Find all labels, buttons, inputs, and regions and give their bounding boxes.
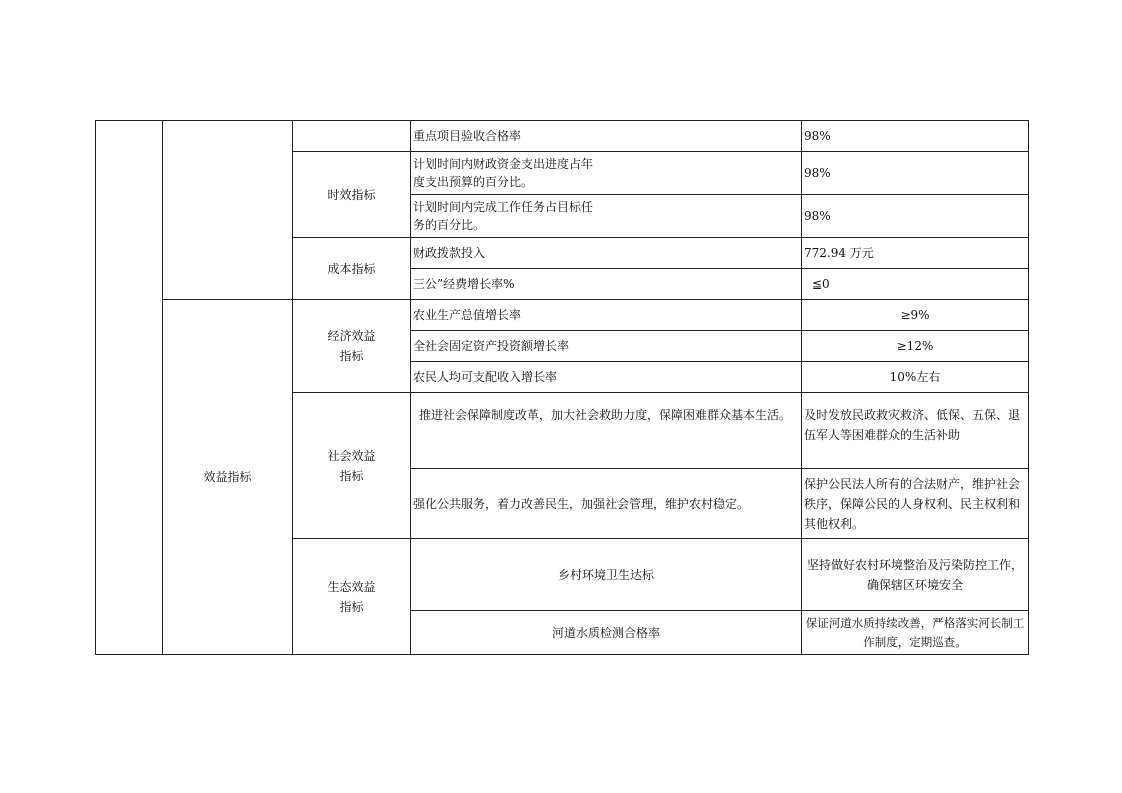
level2-social: 社会效益 指标: [293, 393, 411, 539]
value-cell: 98%: [802, 121, 1029, 152]
value-cell: 及时发放民政救灾救济、低保、五保、退伍军人等困难群众的生活补助: [802, 393, 1029, 469]
table-row: [96, 300, 1029, 331]
indicator-cell: 河道水质检测合格率: [411, 611, 802, 655]
value-cell: 保证河道水质持续改善，严格落实河长制工作制度，定期巡查。: [802, 611, 1029, 655]
level1-effect: 效益指标: [163, 300, 293, 655]
value-cell: 772.94 万元: [802, 238, 1029, 269]
value-cell: 98%: [802, 152, 1029, 195]
level2-ecological: 生态效益 指标: [293, 539, 411, 655]
indicator-cell: 计划时间内完成工作任务占目标任 务的百分比。: [411, 195, 802, 238]
table-row: [96, 121, 1029, 152]
level2-cell-blank: [293, 121, 411, 152]
indicator-cell: 重点项目验收合格率: [411, 121, 802, 152]
indicator-cell: 计划时间内财政资金支出进度占年 度支出预算的百分比。: [411, 152, 802, 195]
level1-cell-blank: [163, 121, 293, 300]
value-cell: 98%: [802, 195, 1029, 238]
level2-timeliness: 时效指标: [293, 152, 411, 238]
indicator-cell: 全社会固定资产投资额增长率: [411, 331, 802, 362]
value-cell: 坚持做好农村环境整治及污染防控工作，确保辖区环境安全: [802, 539, 1029, 611]
level2-cost: 成本指标: [293, 238, 411, 300]
value-cell: ≥9%: [802, 300, 1029, 331]
indicator-cell: 农业生产总值增长率: [411, 300, 802, 331]
level2-economic: 经济效益 指标: [293, 300, 411, 393]
indicator-cell: 强化公共服务，着力改善民生，加强社会管理，维护农村稳定。: [411, 469, 802, 539]
value-cell: 10%左右: [802, 362, 1029, 393]
indicator-cell: 农民人均可支配收入增长率: [411, 362, 802, 393]
value-cell: ≦0: [802, 269, 1029, 300]
indicator-cell: 推进社会保障制度改革，加大社会救助力度，保障困难群众基本生活。: [411, 393, 802, 469]
indicator-cell: 财政拨款投入: [411, 238, 802, 269]
value-cell: ≥12%: [802, 331, 1029, 362]
indicator-cell: 乡村环境卫生达标: [411, 539, 802, 611]
value-cell: 保护公民法人所有的合法财产，维护社会秩序，保障公民的人身权利、民主权利和其他权利。: [802, 469, 1029, 539]
category-cell-blank: [96, 121, 163, 655]
indicator-cell: 三公”经费增长率%: [411, 269, 802, 300]
performance-indicator-table: [95, 120, 1029, 655]
